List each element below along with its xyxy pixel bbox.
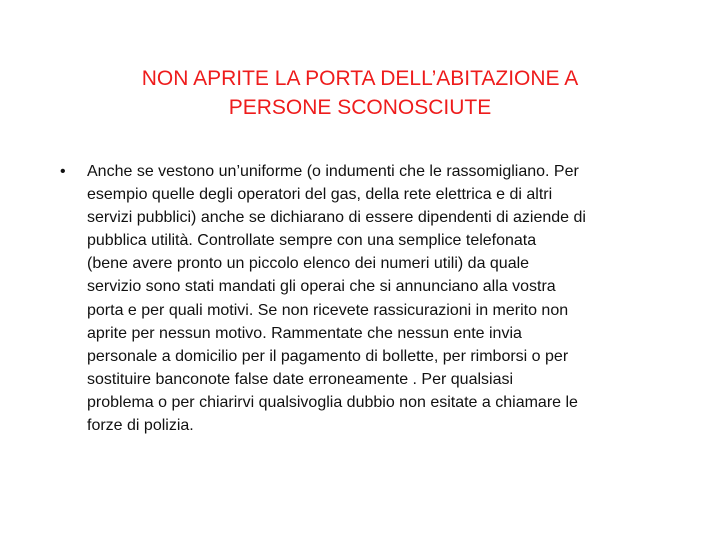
bullet-line: sostituire banconote false date erroneamente . Per qualsiasi <box>87 370 514 388</box>
slide-title-line-2: PERSONE SCONOSCIUTE <box>228 96 492 119</box>
bullet-line: (bene avere pronto un piccolo elenco dei numeri utili) da quale <box>87 255 530 273</box>
bullet-line: Anche se vestono un’uniforme (o indumenti che le rassomigliano. Per <box>87 163 579 180</box>
bullet-line: personale a domicilio per il pagamento di bollette, per rimborsi o per <box>87 347 569 365</box>
bullet-line: aprite per nessun motivo. Rammentate che nessun ente invia <box>87 324 522 342</box>
bullet-line: servizi pubblici) anche se dichiarano di essere dipendenti di aziende di <box>87 209 586 227</box>
slide-body <box>50 160 670 437</box>
bullet-text <box>87 160 670 437</box>
bullet-line: forze di polizia. <box>87 417 194 435</box>
slide-title <box>60 64 660 122</box>
bullet-line: servizio sono stati mandati gli operai che si annunciano alla vostra <box>87 278 556 296</box>
bullet-line: pubblica utilità. Controllate sempre con una semplice telefonata <box>87 232 537 250</box>
bullet-line: porta e per quali motivi. Se non ricevete rassicurazioni in merito non <box>87 301 569 319</box>
bullet-line: problema o per chiarirvi qualsivoglia dubbio non esitate a chiamare le <box>87 393 578 411</box>
bullet-line: esempio quelle degli operatori del gas, della rete elettrica e di altri <box>87 186 553 204</box>
slide-title-line-1: NON APRITE LA PORTA DELL’ABITAZIONE A <box>141 67 579 90</box>
bullet-icon: • <box>60 163 66 180</box>
bullet-item <box>50 160 670 437</box>
